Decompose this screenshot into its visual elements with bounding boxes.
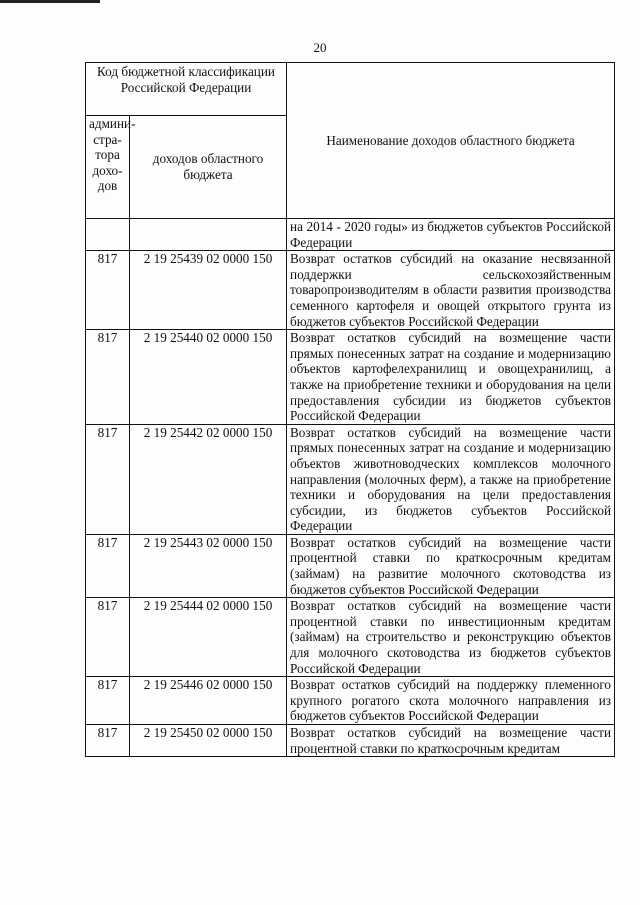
admin-code-cell: 817	[86, 330, 130, 425]
income-name-cell: Возврат остатков субсидий на поддержку племенного крупного рогатого скота молочного направления из бюджетов субъектов Российской Федерации	[287, 677, 615, 725]
income-code-cell: 2 19 25439 02 0000 150	[130, 251, 287, 330]
table-row	[86, 725, 615, 757]
income-code-cell: 2 19 25442 02 0000 150	[130, 424, 287, 534]
table-row	[86, 534, 615, 597]
admin-code-cell: 817	[86, 251, 130, 330]
header-income-name: Наименование доходов областного бюджета	[287, 63, 615, 219]
table-row	[86, 424, 615, 534]
admin-code-cell	[86, 219, 130, 251]
table-row	[86, 330, 615, 425]
admin-code-cell: 817	[86, 725, 130, 757]
admin-code-cell: 817	[86, 598, 130, 677]
admin-code-cell: 817	[86, 677, 130, 725]
header-budget-code-group: Код бюджетной классификации Российской Федерации	[86, 63, 287, 116]
header-income-code: доходов областного бюджета	[130, 116, 287, 219]
top-rule	[0, 0, 100, 3]
income-name-cell: Возврат остатков субсидий на оказание несвязанной поддержки сельскохозяйственным товаропроизводителям в области развития производства семенного картофеля и овощей открытого грунта из бюджетов субъектов Российской Федерации	[287, 251, 615, 330]
budget-classification-table	[85, 62, 615, 757]
table-row	[86, 251, 615, 330]
page-number: 20	[313, 40, 327, 55]
income-name-cell: Возврат остатков субсидий на возмещение части процентной ставки по инвестиционным кредитам (займам) на строительство и реконструкцию объектов для молочного скотоводства из бюджетов субъектов Российской Федерации	[287, 598, 615, 677]
header-administrator: админи-стра-тора дохо-дов	[86, 116, 130, 219]
table-row	[86, 677, 615, 725]
admin-code-cell: 817	[86, 534, 130, 597]
income-name-cell: Возврат остатков субсидий на возмещение части процентной ставки по краткосрочным кредитам	[287, 725, 615, 757]
income-name-cell: Возврат остатков субсидий на возмещение части прямых понесенных затрат на создание и модернизацию объектов картофелехранилищ и овощехранилищ, а также на приобретение техники и оборудования на цели предоставления субсидии из бюджетов субъектов Российской Федерации	[287, 330, 615, 425]
admin-code-cell: 817	[86, 424, 130, 534]
income-code-cell	[130, 219, 287, 251]
table-row	[86, 598, 615, 677]
income-code-cell: 2 19 25443 02 0000 150	[130, 534, 287, 597]
income-code-cell: 2 19 25444 02 0000 150	[130, 598, 287, 677]
table-row	[86, 219, 615, 251]
income-code-cell: 2 19 25440 02 0000 150	[130, 330, 287, 425]
income-name-cell: Возврат остатков субсидий на возмещение части процентной ставки по краткосрочным кредитам (займам) на развитие молочного скотоводства из бюджетов субъектов Российской Федерации	[287, 534, 615, 597]
income-code-cell: 2 19 25446 02 0000 150	[130, 677, 287, 725]
income-code-cell: 2 19 25450 02 0000 150	[130, 725, 287, 757]
income-name-cell: на 2014 - 2020 годы» из бюджетов субъектов Российской Федерации	[287, 219, 615, 251]
income-name-cell: Возврат остатков субсидий на возмещение части прямых понесенных затрат на создание и модернизацию объектов животноводческих комплексов молочного направления (молочных ферм), а также на приобретение техники и оборудования на цели предоставления субсидии, из бюджетов субъектов Российской Федерации	[287, 424, 615, 534]
